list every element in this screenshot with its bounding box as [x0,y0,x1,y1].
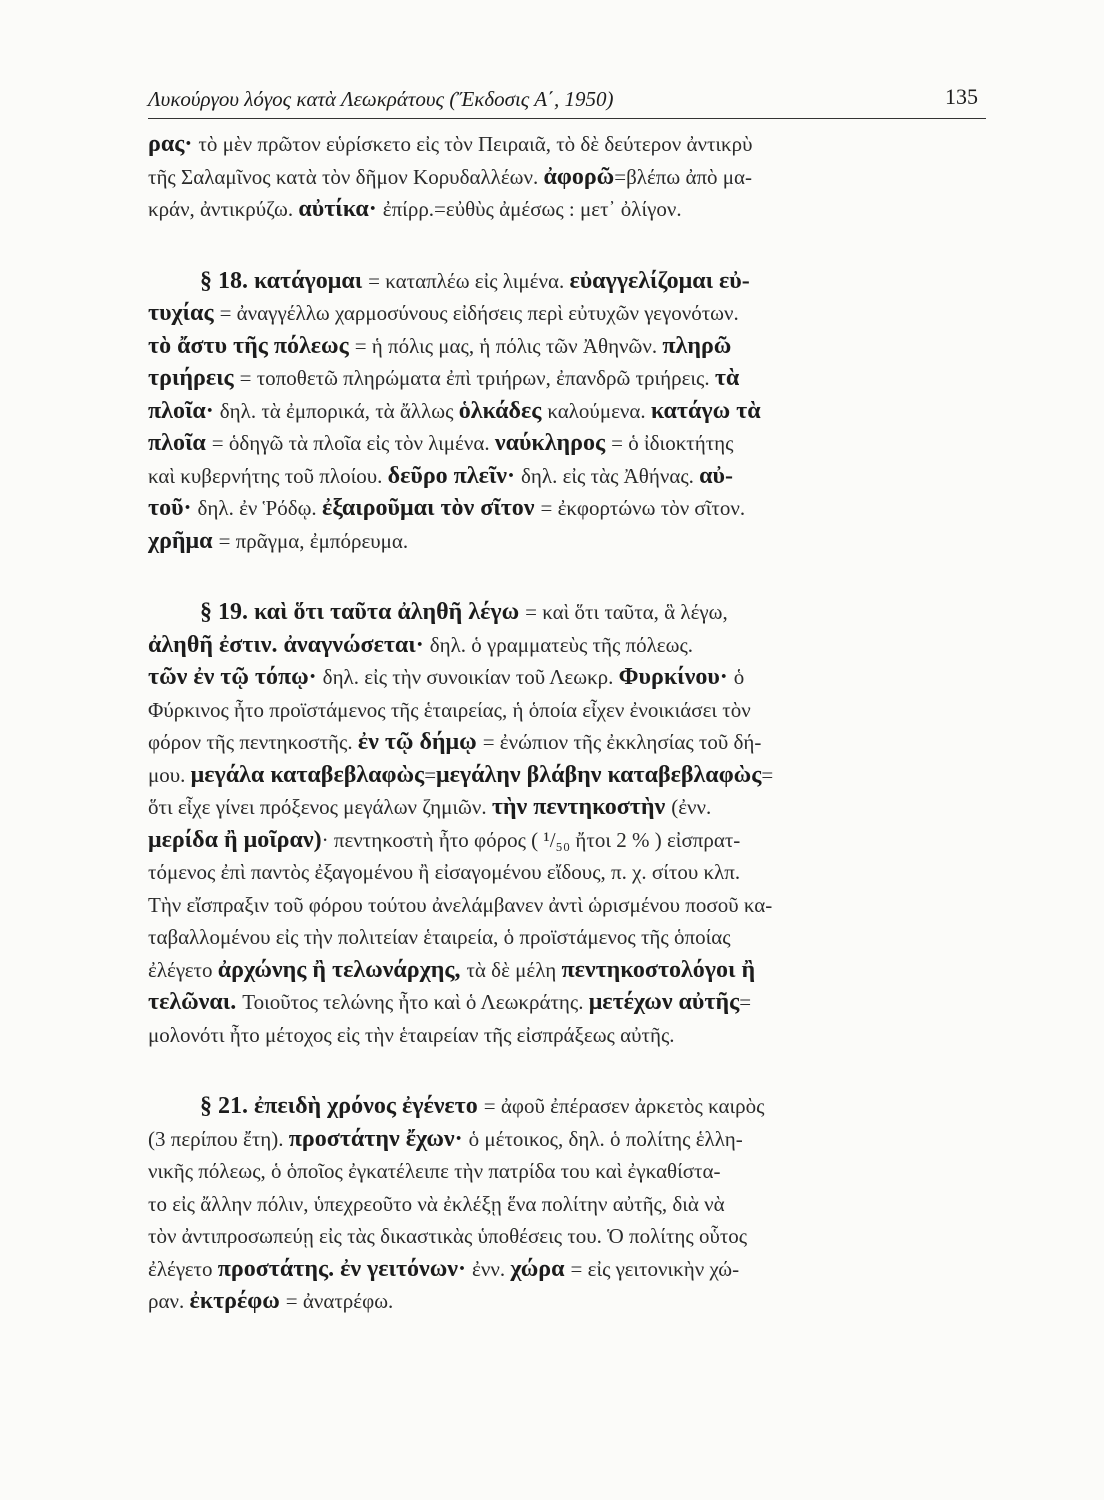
text-line [148,694,993,727]
gloss-text: δηλ. ὁ γραμματεὺς τῆς πόλεως. [429,632,694,657]
paragraph-gap [148,557,993,596]
text-line [148,661,993,694]
gloss-text: τόμενος ἐπὶ παντὸς ἐξαγομένου ἢ εἰσαγομένου εἴδους, π. χ. σίτου κλπ. [148,860,741,884]
lemma-term: § 18. κατάγομαι [200,267,369,294]
lemma-term: ἐξαιροῦμαι τὸν σῖτον [321,495,541,521]
gloss-text: φόρον τῆς πεντηκοστῆς. [148,730,358,754]
text-line [148,791,993,824]
text-line [148,1123,993,1156]
text-line [148,889,993,922]
lemma-term: ἐκτρέφω [189,1288,286,1314]
text-line [148,759,993,792]
lemma-term: πλοῖα· [148,397,220,424]
gloss-text: ὁ [733,665,745,689]
lemma-term: τοῦ· [148,495,198,521]
gloss-text: τὸ μὲν πρῶτον εὑρίσκετο εἰς τὸν Πειραιᾶ, τὸ δὲ δεύτερον ἀντικρὺ [198,132,753,156]
text-line [148,629,993,662]
lemma-term: τελῶναι. [148,989,243,1015]
gloss-text: = ἐκφορτώνω τὸν σῖτον. [540,496,746,520]
lemma-term: χρῆμα [148,527,219,554]
gloss-text: τὸν ἀντιπροσωπεύῃ εἰς τὰς δικαστικὰς ὑποθέσεις του. Ὁ πολίτης οὗτος [148,1224,748,1248]
gloss-text: δηλ. ἐν Ῥόδῳ. [197,496,322,520]
gloss-text: ραν. [148,1289,190,1313]
gloss-text: ταβαλλομένου εἰς τὴν πολιτείαν ἑταιρεία, ὁ προϊστάμενος τῆς ὁποίας [148,925,731,949]
lemma-term: ὁλκάδες [458,397,548,424]
gloss-text: · πεντηκοστὴ ἦτο φόρος ( ¹/₅₀ ἤτοι 2 % ) εἰσπρατ- [321,827,741,852]
gloss-text: = εἰς γειτονικὴν χώ- [570,1256,740,1281]
lemma-term: εὐαγγελίζομαι εὐ- [569,267,750,294]
gloss-text: = ὁδηγῶ τὰ πλοῖα εἰς τὸν λιμένα. [211,431,495,455]
text-line [148,492,993,525]
gloss-text: Φύρκινος ἦτο προϊστάμενος τῆς ἑταιρείας, ἡ ὁποία εἶχεν ἐνοικιάσει τὸν [148,697,751,722]
gloss-text: = [739,990,752,1014]
lemma-term: αὐ- [699,462,733,489]
gloss-text: δηλ. εἰς τὰς Ἀθήνας. [521,463,700,488]
text-line [148,1090,993,1123]
text-line [148,921,993,954]
text-line [148,856,993,889]
text-line [148,395,993,428]
running-header [148,78,986,119]
gloss-text: ἐλέγετο [148,1256,218,1281]
text-line [148,193,993,226]
lemma-term: κατάγω τὰ [650,397,761,424]
gloss-text: ἐλέγετο [148,957,218,982]
lemma-term: χώρα [510,1255,571,1282]
gloss-text: Τὴν εἴσπραξιν τοῦ φόρου τούτου ἀνελάμβανεν ἀντὶ ὡρισμένου ποσοῦ κα- [148,892,773,917]
gloss-text: = ἡ πόλις μας, ἡ πόλις τῶν Ἀθηνῶν. [354,333,663,358]
lemma-term: Φυρκίνου· [618,664,734,690]
paragraph [148,265,993,558]
commentary-text [148,128,993,1318]
lemma-term: προστάτης. ἐν γειτόνων· [217,1255,473,1282]
gloss-text: δηλ. εἰς τὴν συνοικίαν τοῦ Λεωκρ. [322,665,619,689]
lemma-term: προστάτην ἔχων· [288,1125,469,1152]
lemma-term: μετέχων αὐτῆς [588,989,740,1015]
text-line [148,128,993,161]
gloss-text: = [424,762,437,787]
lemma-term: ἀρχώνης ἢ τελωνάρχης, [217,956,467,983]
lemma-term: μεγάλην βλάβην καταβεβλαφὼς [436,761,762,788]
gloss-text: = πρᾶγμα, ἐμπόρευμα. [218,528,409,553]
paragraph [148,128,993,226]
paragraph-gap [148,226,993,265]
gloss-text: (ἐνν. [671,795,712,819]
gloss-text: =βλέπω ἀπὸ μα- [614,164,753,189]
lemma-term: τῶν ἐν τῷ τόπῳ· [148,664,323,690]
text-line [148,1155,993,1188]
lemma-term: ἀφορῶ [543,163,615,190]
text-line [148,986,993,1019]
lemma-term: μερίδα ἢ μοῖραν) [148,826,322,853]
text-line [148,1285,993,1318]
text-line [148,427,993,460]
gloss-text: Τοιοῦτος τελώνης ἦτο καὶ ὁ Λεωκράτης. [242,990,589,1014]
gloss-text: τῆς Σαλαμῖνος κατὰ τὸν δῆμον Κορυδαλλέων. [148,164,544,189]
gloss-text: = [761,762,774,787]
gloss-text: = καὶ ὅτι ταῦτα, ἃ λέγω, [525,600,728,624]
lemma-term: τὸ ἄστυ τῆς πόλεως [148,332,355,359]
text-line [148,1188,993,1221]
gloss-text: = ἐνώπιον τῆς ἐκκλησίας τοῦ δή- [482,730,762,754]
paragraph [148,596,993,1051]
gloss-text: = ἀφοῦ ἐπέρασεν ἀρκετὸς καιρὸς [483,1094,765,1118]
lemma-term: μεγάλα καταβεβλαφὼς [190,761,425,788]
text-line [148,297,993,330]
text-line [148,525,993,558]
page-number: 135 [945,84,978,109]
gloss-text: καὶ κυβερνήτης τοῦ πλοίου. [148,463,388,488]
lemma-term: τριήρεις [148,365,240,391]
gloss-text: = ὁ ἰδιοκτήτης [611,431,734,455]
gloss-text: νικῆς πόλεως, ὁ ὁποῖος ἐγκατέλειπε τὴν πατρίδα του καὶ ἐγκαθίστα- [148,1159,721,1183]
lemma-term: τὰ [714,365,740,391]
gloss-text: μολονότι ἦτο μέτοχος εἰς τὴν ἑταιρείαν τῆς εἰσπράξεως αὐτῆς. [148,1022,675,1047]
lemma-term: πεντηκοστολόγοι ἢ [561,956,756,983]
text-line [148,726,993,759]
gloss-text: μου. [148,762,191,787]
gloss-text: το εἰς ἄλλην πόλιν, ὑπεχρεοῦτο νὰ ἐκλέξῃ ἕνα πολίτην αὐτῆς, διὰ νὰ [148,1191,725,1216]
text-line [148,265,993,298]
gloss-text: δηλ. τὰ ἐμπορικά, τὰ ἄλλως [219,398,459,423]
text-line [148,161,993,194]
gloss-text: (3 περίπου ἔτη). [148,1126,289,1151]
text-line [148,1019,993,1052]
gloss-text: ἐπίρρ.=εὐθὺς ἀμέσως : μετ᾽ ὀλίγον. [382,197,682,221]
text-line [148,460,993,493]
lemma-term: δεῦρο πλεῖν· [387,462,522,489]
text-line [148,362,993,395]
lemma-term: ναύκληρος [494,430,612,456]
text-line [148,954,993,987]
lemma-term: § 21. ἐπειδὴ χρόνος ἐγένετο [200,1093,484,1119]
gloss-text: ὁ μέτοικος, δηλ. ὁ πολίτης ἑλλη- [468,1126,743,1151]
lemma-term: πλοῖα [148,430,212,456]
gloss-text: = ἀναγγέλλω χαρμοσύνους εἰδήσεις περὶ εὐτυχῶν γεγονότων. [219,301,739,325]
gloss-text: = καταπλέω εἰς λιμένα. [368,268,570,293]
text-line [148,1220,993,1253]
running-title: Λυκούργου λόγος κατὰ Λεωκράτους (Ἔκδοσις Α΄, 1950) [148,87,614,111]
lemma-term: πληρῶ [662,332,732,359]
gloss-text: = τοποθετῶ πληρώματα ἐπὶ τριήρων, ἐπανδρῶ τριήρεις. [239,366,715,390]
lemma-term: ρας· [148,131,199,157]
text-line [148,824,993,857]
gloss-text: ὅτι εἶχε γίνει πρόξενος μεγάλων ζημιῶν. [148,795,492,819]
gloss-text: τὰ δὲ μέλη [466,957,562,982]
paragraph [148,1090,993,1318]
lemma-term: ἐν τῷ δήμῳ [357,729,483,755]
text-line [148,596,993,629]
lemma-term: αὐτίκα· [298,196,383,222]
lemma-term: § 19. καὶ ὅτι ταῦτα ἀληθῆ λέγω [200,599,526,625]
text-line [148,330,993,363]
paragraph-gap [148,1051,993,1090]
lemma-term: τὴν πεντηκοστὴν [491,794,672,820]
gloss-text: κράν, ἀντικρύζω. [148,197,299,221]
gloss-text: καλούμενα. [547,398,651,423]
lemma-term: τυχίας [148,300,220,326]
lemma-term: ἀληθῆ ἐστιν. ἀναγνώσεται· [148,631,430,658]
gloss-text: ἐνν. [472,1256,511,1281]
text-line [148,1253,993,1286]
gloss-text: = ἀνατρέφω. [285,1289,394,1313]
